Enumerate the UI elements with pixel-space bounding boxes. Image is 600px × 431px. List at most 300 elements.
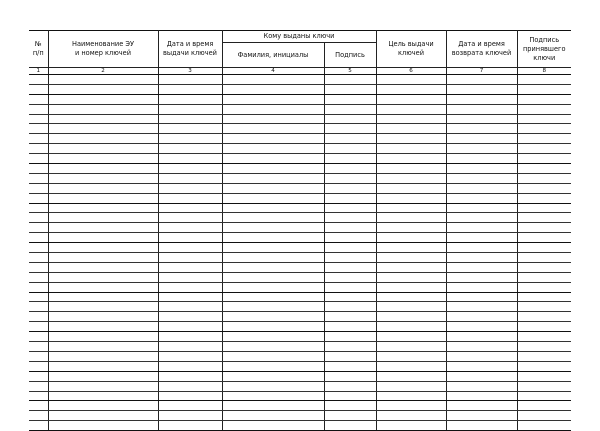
table-cell — [324, 193, 376, 203]
table-cell — [376, 272, 446, 282]
header-key-name — [48, 31, 158, 68]
table-cell — [376, 381, 446, 391]
table-cell — [446, 342, 517, 352]
table-cell — [48, 253, 158, 263]
table-cell — [446, 253, 517, 263]
table-row — [29, 104, 571, 114]
table-cell — [517, 312, 571, 322]
table-cell — [222, 233, 324, 243]
table-row — [29, 203, 571, 213]
table-cell — [324, 203, 376, 213]
table-cell — [517, 253, 571, 263]
table-cell — [446, 332, 517, 342]
table-cell — [446, 381, 517, 391]
table-cell — [517, 411, 571, 421]
table-cell — [376, 114, 446, 124]
table-cell — [376, 164, 446, 174]
table-cell — [446, 223, 517, 233]
table-cell — [48, 84, 158, 94]
table-cell — [376, 322, 446, 332]
table-cell — [48, 292, 158, 302]
header-text: п/п — [32, 49, 44, 57]
table-cell — [517, 84, 571, 94]
table-cell — [222, 203, 324, 213]
table-cell — [376, 391, 446, 401]
table-cell — [222, 322, 324, 332]
table-cell — [376, 134, 446, 144]
table-cell — [222, 134, 324, 144]
table-cell — [29, 94, 48, 104]
table-cell — [222, 144, 324, 154]
table-cell — [222, 371, 324, 381]
table-cell — [48, 322, 158, 332]
table-cell — [29, 351, 48, 361]
table-cell — [446, 203, 517, 213]
table-cell — [29, 361, 48, 371]
table-cell — [29, 193, 48, 203]
table-cell — [446, 104, 517, 114]
table-cell — [517, 75, 571, 85]
table-cell — [158, 421, 222, 431]
table-cell — [517, 144, 571, 154]
table-cell — [324, 401, 376, 411]
table-cell — [324, 322, 376, 332]
table-cell — [222, 282, 324, 292]
table-cell — [48, 332, 158, 342]
table-cell — [324, 243, 376, 253]
table-cell — [158, 262, 222, 272]
table-cell — [158, 381, 222, 391]
table-cell — [446, 243, 517, 253]
table-cell — [48, 154, 158, 164]
table-cell — [158, 332, 222, 342]
table-cell — [48, 233, 158, 243]
table-cell — [48, 262, 158, 272]
table-cell — [446, 114, 517, 124]
table-cell — [222, 213, 324, 223]
table-cell — [446, 391, 517, 401]
table-cell — [324, 253, 376, 263]
table-cell — [446, 312, 517, 322]
table-row — [29, 342, 571, 352]
table-cell — [517, 223, 571, 233]
table-cell — [29, 272, 48, 282]
table-cell — [48, 421, 158, 431]
table-cell — [376, 75, 446, 85]
table-cell — [222, 262, 324, 272]
table-row — [29, 371, 571, 381]
table-cell — [446, 124, 517, 134]
table-cell — [446, 213, 517, 223]
table-row — [29, 134, 571, 144]
table-cell — [222, 94, 324, 104]
column-number: 6 — [376, 68, 446, 75]
table-cell — [29, 292, 48, 302]
table-cell — [158, 282, 222, 292]
table-cell — [376, 411, 446, 421]
column-number: 7 — [446, 68, 517, 75]
header-issue-datetime — [158, 31, 222, 68]
table-cell — [29, 164, 48, 174]
header-text: Дата и время — [166, 40, 214, 48]
table-cell — [222, 342, 324, 352]
table-cell — [158, 104, 222, 114]
table-cell — [222, 272, 324, 282]
table-cell — [517, 94, 571, 104]
table-cell — [158, 134, 222, 144]
table-cell — [324, 173, 376, 183]
table-cell — [376, 183, 446, 193]
table-cell — [48, 114, 158, 124]
table-cell — [158, 193, 222, 203]
table-cell — [29, 104, 48, 114]
table-cell — [446, 183, 517, 193]
header-text: ключи — [533, 53, 556, 62]
header-return-datetime — [446, 31, 517, 68]
table-cell — [517, 183, 571, 193]
table-cell — [376, 223, 446, 233]
table-cell — [324, 272, 376, 282]
table-cell — [48, 312, 158, 322]
table-row — [29, 94, 571, 104]
table-cell — [446, 272, 517, 282]
table-cell — [222, 104, 324, 114]
table-cell — [446, 361, 517, 371]
table-cell — [29, 75, 48, 85]
table-cell — [48, 351, 158, 361]
table-cell — [446, 262, 517, 272]
table-cell — [222, 173, 324, 183]
table-cell — [48, 203, 158, 213]
table-cell — [324, 183, 376, 193]
table-cell — [222, 391, 324, 401]
table-cell — [48, 144, 158, 154]
table-cell — [48, 164, 158, 174]
table-cell — [517, 262, 571, 272]
table-row — [29, 391, 571, 401]
table-row — [29, 351, 571, 361]
table-cell — [324, 75, 376, 85]
table-cell — [29, 391, 48, 401]
table-body — [29, 75, 571, 431]
table-cell — [517, 193, 571, 203]
table-cell — [324, 411, 376, 421]
table-cell — [376, 332, 446, 342]
table-cell — [446, 164, 517, 174]
column-number-row — [29, 68, 571, 75]
table-cell — [158, 124, 222, 134]
table-cell — [158, 342, 222, 352]
table-cell — [48, 391, 158, 401]
table-cell — [222, 401, 324, 411]
table-cell — [324, 114, 376, 124]
table-cell — [376, 401, 446, 411]
table-cell — [446, 193, 517, 203]
table-cell — [446, 292, 517, 302]
table-cell — [324, 134, 376, 144]
table-cell — [48, 381, 158, 391]
table-cell — [222, 75, 324, 85]
table-cell — [324, 233, 376, 243]
table-cell — [446, 282, 517, 292]
table-cell — [158, 253, 222, 263]
header-text: Цель выдачи — [388, 40, 434, 48]
table-cell — [29, 322, 48, 332]
table-cell — [29, 411, 48, 421]
table-cell — [29, 134, 48, 144]
table-cell — [158, 322, 222, 332]
header-text: ключей — [398, 49, 425, 57]
table-cell — [158, 75, 222, 85]
table-cell — [222, 253, 324, 263]
table-row — [29, 124, 571, 134]
table-cell — [517, 421, 571, 431]
table-cell — [376, 104, 446, 114]
table-cell — [48, 272, 158, 282]
table-row — [29, 302, 571, 312]
table-cell — [158, 371, 222, 381]
table-cell — [48, 223, 158, 233]
table-cell — [376, 154, 446, 164]
table-cell — [324, 124, 376, 134]
table-cell — [48, 401, 158, 411]
table-cell — [158, 312, 222, 322]
table-cell — [517, 173, 571, 183]
table-cell — [48, 104, 158, 114]
table-cell — [446, 302, 517, 312]
table-cell — [324, 381, 376, 391]
column-number: 5 — [324, 68, 376, 75]
header-row-number — [29, 31, 48, 68]
table-cell — [324, 282, 376, 292]
table-cell — [158, 203, 222, 213]
table-cell — [376, 351, 446, 361]
table-cell — [376, 292, 446, 302]
table-cell — [446, 411, 517, 421]
table-cell — [29, 114, 48, 124]
table-row — [29, 282, 571, 292]
header-text: возврата ключей — [451, 49, 512, 57]
table-cell — [158, 144, 222, 154]
table-row — [29, 144, 571, 154]
table-cell — [446, 233, 517, 243]
table-cell — [48, 124, 158, 134]
table-row — [29, 322, 571, 332]
table-cell — [48, 94, 158, 104]
table-cell — [376, 371, 446, 381]
table-cell — [376, 233, 446, 243]
table-row — [29, 114, 571, 124]
table-cell — [324, 144, 376, 154]
table-cell — [158, 94, 222, 104]
table-cell — [158, 401, 222, 411]
table-cell — [324, 342, 376, 352]
key-issue-log-table — [29, 30, 571, 431]
header-signature: Подпись — [324, 43, 376, 68]
table-cell — [517, 342, 571, 352]
table-cell — [376, 243, 446, 253]
table-cell — [324, 154, 376, 164]
header-receiver-signature — [517, 31, 571, 68]
table-cell — [376, 302, 446, 312]
table-cell — [48, 302, 158, 312]
table-cell — [446, 351, 517, 361]
table-row — [29, 84, 571, 94]
table-cell — [376, 361, 446, 371]
table-row — [29, 381, 571, 391]
table-cell — [222, 164, 324, 174]
table-cell — [517, 154, 571, 164]
table-cell — [29, 342, 48, 352]
key-issue-log-form — [29, 30, 571, 431]
table-cell — [48, 342, 158, 352]
table-cell — [517, 104, 571, 114]
column-number: 3 — [158, 68, 222, 75]
table-cell — [376, 124, 446, 134]
table-cell — [29, 282, 48, 292]
table-cell — [446, 322, 517, 332]
table-cell — [158, 292, 222, 302]
table-cell — [29, 401, 48, 411]
table-cell — [517, 322, 571, 332]
table-cell — [517, 282, 571, 292]
table-cell — [29, 381, 48, 391]
table-cell — [324, 164, 376, 174]
table-cell — [517, 243, 571, 253]
table-cell — [158, 351, 222, 361]
table-cell — [158, 233, 222, 243]
table-cell — [376, 342, 446, 352]
table-cell — [158, 213, 222, 223]
table-cell — [222, 332, 324, 342]
table-cell — [48, 183, 158, 193]
header-text: и номер ключей — [74, 49, 132, 57]
table-cell — [222, 292, 324, 302]
table-row — [29, 312, 571, 322]
table-cell — [324, 223, 376, 233]
table-cell — [158, 154, 222, 164]
table-cell — [222, 421, 324, 431]
table-cell — [517, 371, 571, 381]
table-cell — [29, 183, 48, 193]
table-cell — [222, 84, 324, 94]
table-cell — [376, 203, 446, 213]
table-cell — [29, 332, 48, 342]
table-cell — [158, 272, 222, 282]
table-cell — [29, 253, 48, 263]
table-cell — [517, 302, 571, 312]
table-cell — [376, 173, 446, 183]
table-row — [29, 233, 571, 243]
table-cell — [517, 233, 571, 243]
table-cell — [376, 144, 446, 154]
table-cell — [48, 173, 158, 183]
table-row — [29, 243, 571, 253]
table-cell — [29, 312, 48, 322]
table-cell — [376, 421, 446, 431]
table-cell — [48, 193, 158, 203]
header-issued-to-group: Кому выданы ключи — [222, 31, 376, 43]
header-text: выдачи ключей — [163, 49, 217, 57]
table-cell — [324, 371, 376, 381]
table-cell — [158, 114, 222, 124]
header-purpose — [376, 31, 446, 68]
table-cell — [222, 411, 324, 421]
table-row — [29, 213, 571, 223]
table-cell — [29, 144, 48, 154]
table-cell — [158, 302, 222, 312]
table-cell — [376, 94, 446, 104]
table-cell — [222, 193, 324, 203]
table-cell — [48, 134, 158, 144]
table-cell — [446, 421, 517, 431]
table-cell — [222, 351, 324, 361]
table-cell — [446, 371, 517, 381]
table-cell — [29, 124, 48, 134]
table-row — [29, 173, 571, 183]
table-row — [29, 75, 571, 85]
table-cell — [48, 411, 158, 421]
table-cell — [29, 262, 48, 272]
table-cell — [29, 213, 48, 223]
table-cell — [222, 312, 324, 322]
table-cell — [222, 361, 324, 371]
table-cell — [324, 104, 376, 114]
column-number: 4 — [222, 68, 324, 75]
table-cell — [222, 381, 324, 391]
table-cell — [29, 302, 48, 312]
table-cell — [29, 84, 48, 94]
table-cell — [324, 302, 376, 312]
table-cell — [376, 253, 446, 263]
table-cell — [324, 94, 376, 104]
table-cell — [517, 124, 571, 134]
table-cell — [517, 361, 571, 371]
table-cell — [48, 282, 158, 292]
column-number: 8 — [517, 68, 571, 75]
table-cell — [29, 243, 48, 253]
table-cell — [446, 144, 517, 154]
table-row — [29, 332, 571, 342]
table-row — [29, 421, 571, 431]
table-cell — [517, 213, 571, 223]
table-cell — [29, 371, 48, 381]
table-row — [29, 193, 571, 203]
table-cell — [324, 421, 376, 431]
table-cell — [222, 154, 324, 164]
table-cell — [517, 391, 571, 401]
table-cell — [446, 401, 517, 411]
table-cell — [158, 173, 222, 183]
table-cell — [158, 84, 222, 94]
table-cell — [376, 84, 446, 94]
table-cell — [48, 75, 158, 85]
table-cell — [48, 243, 158, 253]
table-cell — [517, 292, 571, 302]
table-cell — [376, 213, 446, 223]
table-cell — [158, 183, 222, 193]
table-cell — [446, 84, 517, 94]
column-number: 1 — [29, 68, 48, 75]
table-row — [29, 154, 571, 164]
header-text: Наименование ЭУ — [72, 40, 134, 48]
table-cell — [446, 173, 517, 183]
table-row — [29, 292, 571, 302]
table-row — [29, 223, 571, 233]
table-cell — [517, 351, 571, 361]
table-cell — [48, 371, 158, 381]
table-cell — [29, 233, 48, 243]
